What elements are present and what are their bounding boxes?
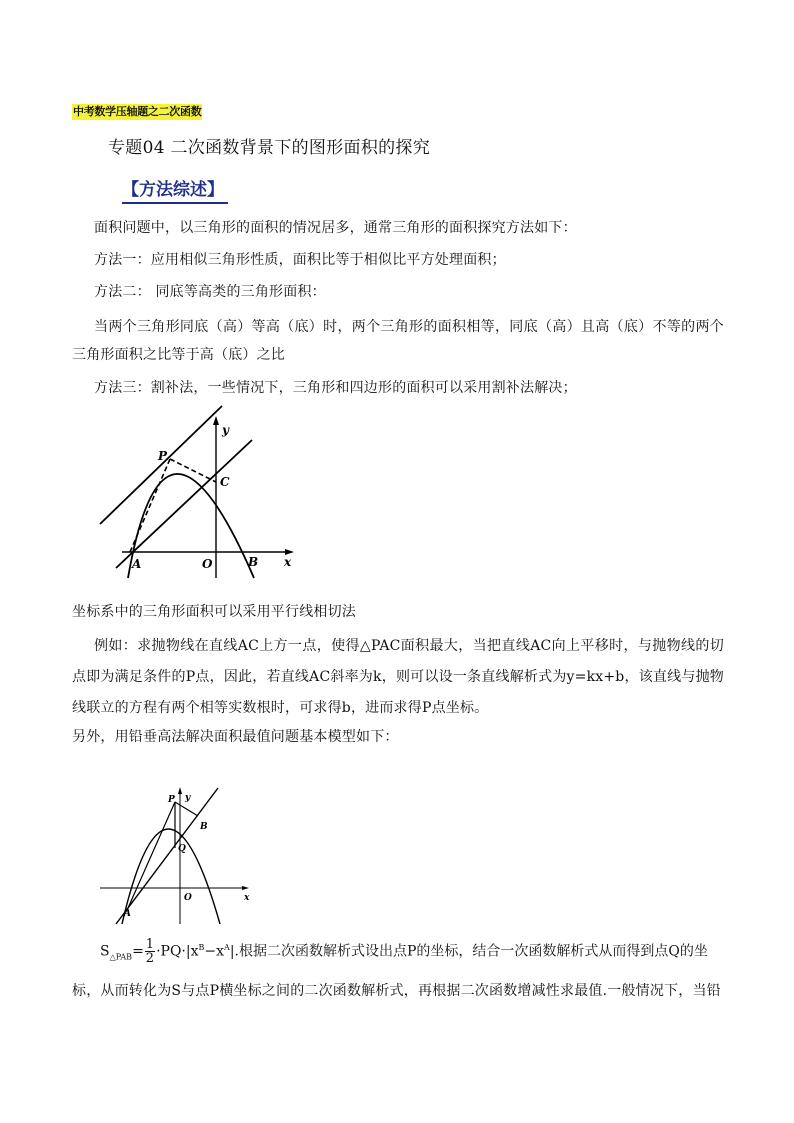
formula-eq: = (132, 943, 144, 960)
line-ac (116, 440, 252, 568)
formula-rest: |.根据二次函数解析式设出点P的坐标，结合一次函数解析式从而得到点Q的坐 (229, 943, 708, 960)
parabola (122, 829, 220, 924)
figure-parallel-tangent (92, 400, 302, 580)
paragraph-method-1: 方法一：应用相似三角形性质，面积比等于相似比平方处理面积； (94, 252, 506, 268)
label-b: B (200, 822, 208, 832)
area-formula (100, 938, 708, 967)
label-q: Q (178, 844, 186, 854)
figure-vertical-height (94, 780, 258, 926)
paragraph-vertical-height: 另外，用铅垂高法解决面积最值问题基本模型如下： (72, 729, 399, 745)
label-a: A (124, 909, 131, 919)
label-o: O (184, 893, 192, 903)
formula-minus: −x (204, 943, 225, 960)
label-b: B (248, 555, 259, 569)
line-ab (116, 788, 218, 924)
label-y: y (185, 793, 191, 803)
formula-lhs: S (100, 943, 110, 960)
label-p: P (168, 795, 175, 805)
label-x: x (284, 555, 292, 569)
label-o: O (202, 557, 213, 571)
section-heading: 【方法综述】 (122, 178, 228, 204)
paragraph-method-3: 方法三：割补法，一些情况下，三角形和四边形的面积可以采用割补法解决； (94, 380, 577, 396)
fraction-denominator: 2 (145, 951, 155, 967)
paragraph-same-base: 当两个三角形同底（高）等高（底）时，两个三角形的面积相等，同底（高）且高（底）不等的两个三角形面积之比等于高（底）之比 (72, 319, 724, 363)
y-axis-arrow (178, 787, 182, 794)
formula-fraction (145, 938, 155, 965)
y-axis-arrow (213, 416, 219, 425)
header-tag: 中考数学压轴题之二次函数 (73, 105, 202, 118)
label-c: C (220, 475, 230, 489)
fraction-numerator: 1 (145, 937, 155, 953)
paragraph-last-line: 标，从而转化为S与点P横坐标之间的二次函数解析式，再根据二次函数增减性求最值.一般情况下，当铅 (72, 983, 721, 999)
paragraph-method-2: 方法二： 同底等高类的三角形面积： (94, 284, 326, 300)
label-p: P (158, 449, 168, 463)
label-x: x (244, 893, 250, 903)
paragraph-parallel-tangent: 坐标系中的三角形面积可以采用平行线相切法 (72, 604, 356, 620)
page-title: 专题04 二次函数背景下的图形面积的探究 (108, 138, 431, 158)
tangent-line (100, 406, 222, 524)
formula-sup-a: A (224, 943, 230, 952)
paragraph-intro: 面积问题中，以三角形的面积的情况居多，通常三角形的面积探究方法如下： (94, 220, 577, 236)
dashed-pc (170, 459, 216, 482)
paragraph-example: 例如：求抛物线在直线AC上方一点，使得△PAC面积最大，当把直线AC向上平移时，与抛物线的切点即为满足条件的P点，因此，若直线AC斜率为k，则可以设一条直线解析式为y=kx+b，该直线与抛物线联立的方程有两个相等实数根时，可求得b，进而求得P点坐标。 (72, 638, 724, 716)
label-a: A (132, 557, 142, 571)
formula-sup-b: B (198, 943, 205, 952)
formula-middle: ·PQ·|x (156, 943, 199, 960)
formula-lhs-sub: △PAB (109, 952, 133, 962)
parabola (128, 474, 254, 578)
line-pb (175, 802, 198, 816)
label-y: y (222, 423, 229, 437)
x-axis-arrow (242, 886, 249, 890)
